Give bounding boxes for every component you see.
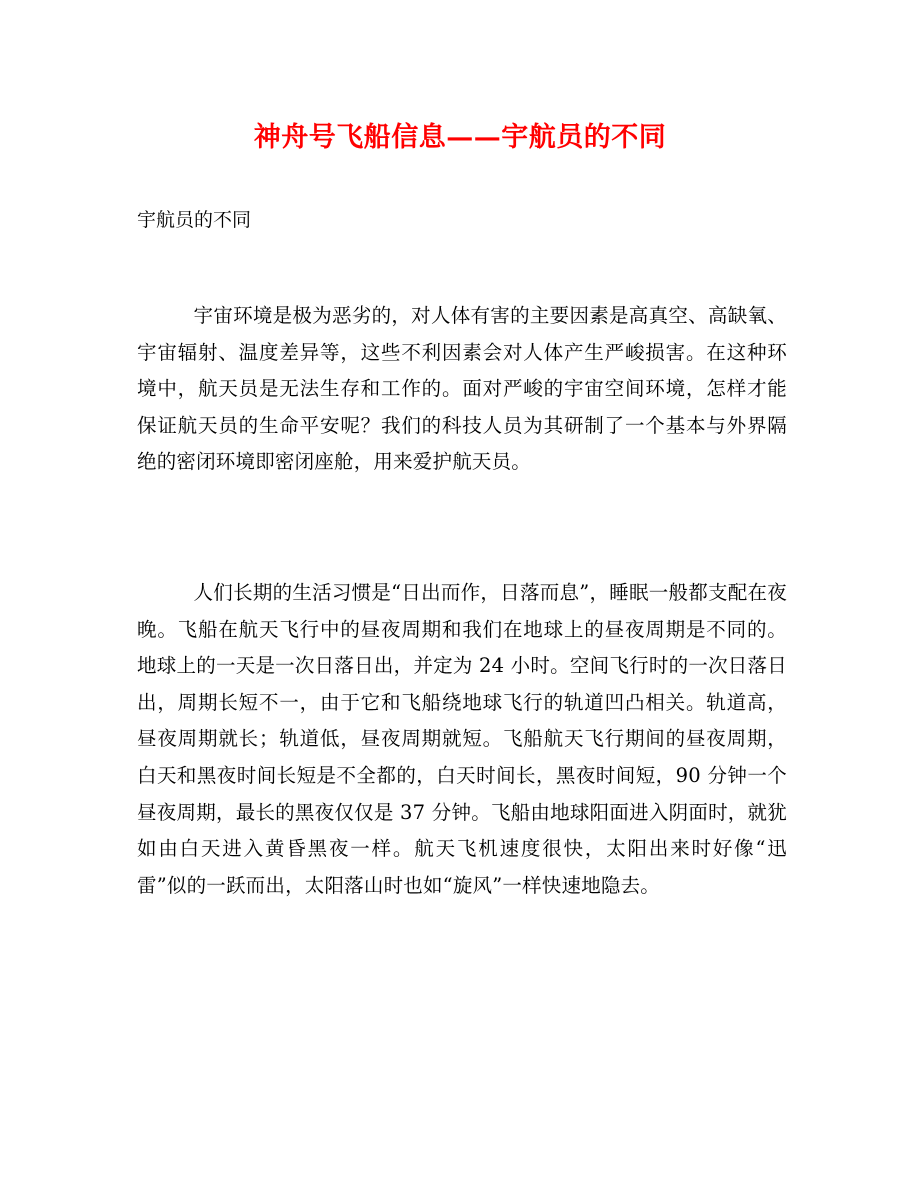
body-paragraph-1: 宇宙环境是极为恶劣的，对人体有害的主要因素是高真空、高缺氧、宇宙辐射、温度差异等，这些不利因素会对人体产生严峻损害。在这种环境中，航天员是无法生存和工作的。面对严峻的宇宙空间环境，怎样才能保证航天员的生命平安呢？我们的科技人员为其研制了一个基本与外界隔绝的密闭环境即密闭座舱，用来爱护航天员。	[137, 304, 787, 474]
body-paragraph-2: 人们长期的生活习惯是“日出而作，日落而息”，睡眠一般都支配在夜晚。飞船在航天飞行中的昼夜周期和我们在地球上的昼夜周期是不同的。地球上的一天是一次日落日出，并定为 24 小时。空间飞行时的一次日落日出，周期长短不一，由于它和飞船绕地球飞行的轨道凹凸相关。轨道高，昼夜周期就长；轨道低，昼夜周期就短。飞船航天飞行期间的昼夜周期，白天和黑夜时间长短是不全都的，白天时间长，黑夜时间短，90 分钟一个昼夜周期，最长的黑夜仅仅是 37 分钟。飞船由地球阳面进入阴面时，就犹如由白天进入黄昏黑夜一样。航天飞机速度很快，太阳出来时好像“迅雷”似的一跃而出，太阳落山时也如“旋风”一样快速地隐去。	[137, 581, 787, 897]
section-heading: 宇航员的不同	[137, 209, 252, 231]
document-title: 神舟号飞船信息——宇航员的不同	[253, 122, 667, 153]
